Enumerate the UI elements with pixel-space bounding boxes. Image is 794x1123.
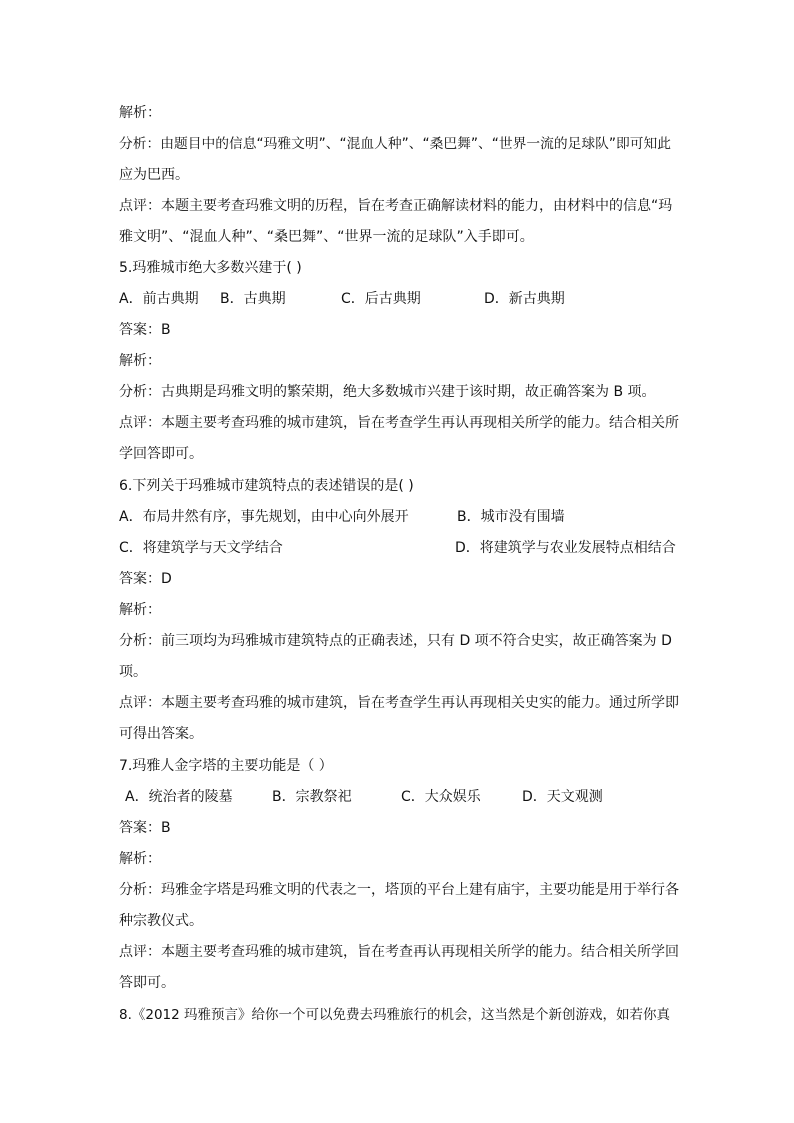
option-d: D．将建筑学与农业发展特点相结合	[455, 540, 676, 556]
answer-line: 答案：B	[119, 820, 171, 836]
text-line: 答即可。	[119, 975, 175, 991]
text-line: 点评：本题主要考查玛雅的城市建筑，旨在考查学生再认再现相关史实的能力。通过所学即	[119, 695, 679, 711]
option-a: A．布局井然有序，事先规划，由中心向外展开	[119, 509, 409, 525]
text-line: 种宗教仪式。	[119, 913, 203, 929]
option-a: A．统治者的陵墓	[125, 789, 233, 805]
question-6: 6.下列关于玛雅城市建筑特点的表述错误的是( )	[119, 478, 414, 494]
text-line: 项。	[119, 664, 147, 680]
text-line: 点评：本题主要考查玛雅的城市建筑，旨在考查再认再现相关所学的能力。结合相关所学回	[119, 944, 679, 960]
question-8: 8.《2012 玛雅预言》给你一个可以免费去玛雅旅行的机会，这当然是个新创游戏，如若你真	[119, 1007, 671, 1023]
question-5: 5.玛雅城市绝大多数兴建于( )	[119, 260, 302, 276]
option-d: D．新古典期	[484, 291, 565, 307]
question-7: 7.玛雅人金字塔的主要功能是（ ）	[119, 758, 333, 774]
text-line: 点评：本题主要考查玛雅文明的历程，旨在考查正确解读材料的能力，由材料中的信息“玛	[119, 198, 673, 214]
answer-line: 答案：B	[119, 322, 171, 338]
text-line: 解析：	[119, 105, 161, 121]
text-line: 分析：玛雅金字塔是玛雅文明的代表之一，塔顶的平台上建有庙宇，主要功能是用于举行各	[119, 882, 679, 898]
option-b: B．城市没有围墙	[457, 509, 565, 525]
text-line: 解析：	[119, 602, 161, 618]
text-line: 解析：	[119, 353, 161, 369]
text-line: 点评：本题主要考查玛雅的城市建筑，旨在考查学生再认再现相关所学的能力。结合相关所	[119, 415, 679, 431]
question-7-options	[125, 787, 705, 807]
option-a: A．前古典期	[119, 291, 199, 307]
option-c: C．大众娱乐	[401, 789, 481, 805]
text-line: 应为巴西。	[119, 167, 189, 183]
question-5-options	[119, 289, 699, 309]
option-b: B．宗教祭祀	[272, 789, 352, 805]
option-c: C．后古典期	[341, 291, 421, 307]
text-line: 雅文明”、“混血人种”、“桑巴舞”、“世界一流的足球队”入手即可。	[119, 229, 534, 245]
option-c: C．将建筑学与天文学结合	[119, 540, 283, 556]
text-line: 分析：由题目中的信息“玛雅文明”、“混血人种”、“桑巴舞”、“世界一流的足球队”即可知此	[119, 136, 671, 152]
question-6-options-row-1	[119, 507, 699, 527]
text-line: 分析：前三项均为玛雅城市建筑特点的正确表述，只有 D 项不符合史实，故正确答案为 D	[119, 633, 672, 649]
question-6-options-row-2	[119, 538, 699, 558]
option-d: D．天文观测	[522, 789, 603, 805]
text-line: 学回答即可。	[119, 446, 203, 462]
text-line: 可得出答案。	[119, 726, 203, 742]
answer-line: 答案：D	[119, 571, 172, 587]
text-line: 解析：	[119, 851, 161, 867]
option-b: B．古典期	[220, 291, 286, 307]
text-line: 分析：古典期是玛雅文明的繁荣期，绝大多数城市兴建于该时期，故正确答案为 B 项。	[119, 384, 656, 400]
